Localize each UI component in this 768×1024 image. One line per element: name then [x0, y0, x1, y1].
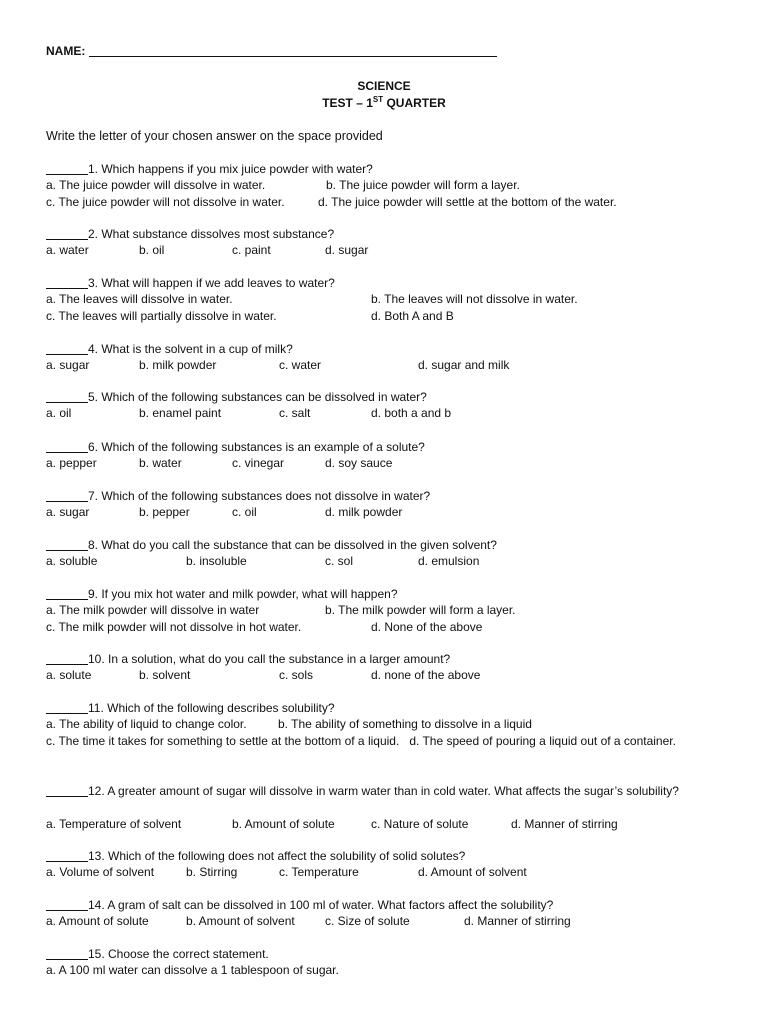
question-15: [46, 946, 726, 979]
question-stem: 6. Which of the following substances is an example of a solute?: [88, 440, 425, 454]
option-d: d. soy sauce: [325, 456, 393, 471]
subject-title: SCIENCE: [357, 79, 411, 93]
option-c: c. Temperature: [279, 865, 359, 880]
question-stem: 1. Which happens if you mix juice powder with water?: [88, 162, 373, 176]
answer-blank[interactable]: [46, 652, 88, 665]
option-c: c. sols: [279, 668, 314, 683]
answer-blank[interactable]: [46, 898, 88, 911]
option-d: d. emulsion: [418, 554, 480, 569]
question-14: [46, 897, 726, 930]
test-title-prefix: TEST – 1: [322, 96, 373, 110]
option-c: c. paint: [232, 243, 271, 258]
option-d: d. Both A and B: [371, 308, 454, 323]
answer-blank[interactable]: [46, 390, 88, 403]
answer-blank[interactable]: [46, 489, 88, 502]
answer-blank[interactable]: [46, 701, 88, 714]
option-a: a. The ability of liquid to change color.: [46, 717, 247, 732]
option-b: b. oil: [139, 243, 165, 258]
option-a: a. A 100 ml water can dissolve a 1 tablespoon of sugar.: [46, 963, 339, 978]
option-c: c. The juice powder will not dissolve in water.: [46, 194, 285, 209]
option-b: b. water: [139, 456, 182, 471]
option-c: c. salt: [279, 406, 311, 421]
question-stem: 8. What do you call the substance that can be dissolved in the given solvent?: [88, 538, 497, 552]
option-b: b. The milk powder will form a layer.: [325, 603, 516, 618]
question-1: [46, 161, 726, 210]
answer-blank[interactable]: [46, 162, 88, 175]
option-c: c. The time it takes for something to settle at the bottom of a liquid.: [46, 733, 400, 748]
question-7: [46, 488, 726, 521]
option-b: b. Amount of solvent: [186, 914, 295, 929]
answer-blank[interactable]: [46, 276, 88, 289]
answer-blank[interactable]: [46, 947, 88, 960]
question-8: [46, 537, 726, 570]
option-d: d. None of the above: [371, 619, 483, 634]
option-a: a. Amount of solute: [46, 914, 149, 929]
option-c: c. Nature of solute: [371, 816, 469, 831]
name-blank-line[interactable]: [89, 44, 497, 57]
option-a: a. Temperature of solvent: [46, 816, 182, 831]
question-12: [46, 783, 726, 832]
question-stem: 2. What substance dissolves most substance?: [88, 227, 335, 241]
question-stem: 10. In a solution, what do you call the substance in a larger amount?: [88, 652, 451, 666]
option-a: a. pepper: [46, 456, 97, 471]
option-d: d. both a and b: [371, 406, 452, 421]
question-stem: 7. Which of the following substances does not dissolve in water?: [88, 489, 431, 503]
option-a: a. water: [46, 243, 89, 258]
question-13: [46, 848, 726, 881]
option-c: c. oil: [232, 505, 257, 520]
answer-blank[interactable]: [46, 538, 88, 551]
option-b: b. The juice powder will form a layer.: [326, 178, 520, 193]
question-3: [46, 275, 726, 324]
option-b: b. Stirring: [186, 865, 238, 880]
option-a: a. oil: [46, 406, 72, 421]
test-title-suffix: QUARTER: [383, 96, 446, 110]
question-11: [46, 700, 726, 766]
option-d: d. none of the above: [371, 668, 481, 683]
question-stem: 12. A greater amount of sugar will dissolve in warm water than in cold water. What affects the sugar’s solubility?: [88, 784, 679, 798]
answer-blank[interactable]: [46, 587, 88, 600]
option-c: c. water: [279, 358, 322, 373]
answer-blank[interactable]: [46, 784, 88, 797]
option-c: c. Size of solute: [325, 914, 410, 929]
question-stem: 5. Which of the following substances can be dissolved in water?: [88, 390, 427, 404]
option-a: a. The milk powder will dissolve in water: [46, 603, 260, 618]
test-title-superscript: ST: [372, 95, 384, 104]
option-c: c. vinegar: [232, 456, 285, 471]
question-stem: 15. Choose the correct statement.: [88, 947, 269, 961]
question-stem: 13. Which of the following does not affect the solubility of solid solutes?: [88, 849, 466, 863]
test-title: [0, 95, 768, 110]
question-stem: 14. A gram of salt can be dissolved in 100 ml of water. What factors affect the solubility?: [88, 898, 554, 912]
question-stem: 9. If you mix hot water and milk powder, what will happen?: [88, 587, 398, 601]
option-d: d. Amount of solvent: [418, 865, 527, 880]
option-d: d. sugar and milk: [418, 358, 510, 373]
option-b: b. Amount of solute: [232, 816, 335, 831]
option-d: d. The speed of pouring a liquid out of a container.: [409, 733, 676, 748]
answer-blank[interactable]: [46, 342, 88, 355]
name-field-row: [46, 44, 497, 58]
option-a: a. soluble: [46, 554, 98, 569]
question-2: [46, 226, 726, 259]
option-d: d. Manner of stirring: [464, 914, 571, 929]
option-a: a. The leaves will dissolve in water.: [46, 292, 233, 307]
question-stem: 4. What is the solvent in a cup of milk?: [88, 342, 293, 356]
option-b: b. insoluble: [186, 554, 247, 569]
option-a: a. solute: [46, 668, 92, 683]
option-b: b. The ability of something to dissolve in a liquid: [278, 717, 532, 732]
option-b: b. milk powder: [139, 358, 217, 373]
option-d: d. The juice powder will settle at the bottom of the water.: [318, 194, 617, 209]
answer-blank[interactable]: [46, 849, 88, 862]
question-stem: 3. What will happen if we add leaves to water?: [88, 276, 335, 290]
option-d: d. sugar: [325, 243, 369, 258]
option-d: d. Manner of stirring: [511, 816, 618, 831]
option-b: b. pepper: [139, 505, 190, 520]
option-c: c. The milk powder will not dissolve in hot water.: [46, 619, 302, 634]
question-9: [46, 586, 726, 635]
name-label: NAME:: [46, 44, 86, 58]
answer-blank[interactable]: [46, 227, 88, 240]
option-a: a. sugar: [46, 358, 90, 373]
option-a: a. The juice powder will dissolve in water.: [46, 178, 266, 193]
option-d: d. milk powder: [325, 505, 403, 520]
question-10: [46, 651, 726, 684]
instructions: Write the letter of your chosen answer on the space provided: [46, 129, 383, 143]
option-a: a. sugar: [46, 505, 90, 520]
answer-blank[interactable]: [46, 440, 88, 453]
option-b: b. The leaves will not dissolve in water.: [371, 292, 578, 307]
question-6: [46, 439, 726, 472]
option-a: a. Volume of solvent: [46, 865, 155, 880]
option-c: c. sol: [325, 554, 354, 569]
option-b: b. enamel paint: [139, 406, 222, 421]
option-b: b. solvent: [139, 668, 191, 683]
question-stem: 11. Which of the following describes solubility?: [88, 701, 335, 715]
question-5: [46, 389, 726, 422]
option-c: c. The leaves will partially dissolve in water.: [46, 308, 277, 323]
question-4: [46, 341, 726, 374]
